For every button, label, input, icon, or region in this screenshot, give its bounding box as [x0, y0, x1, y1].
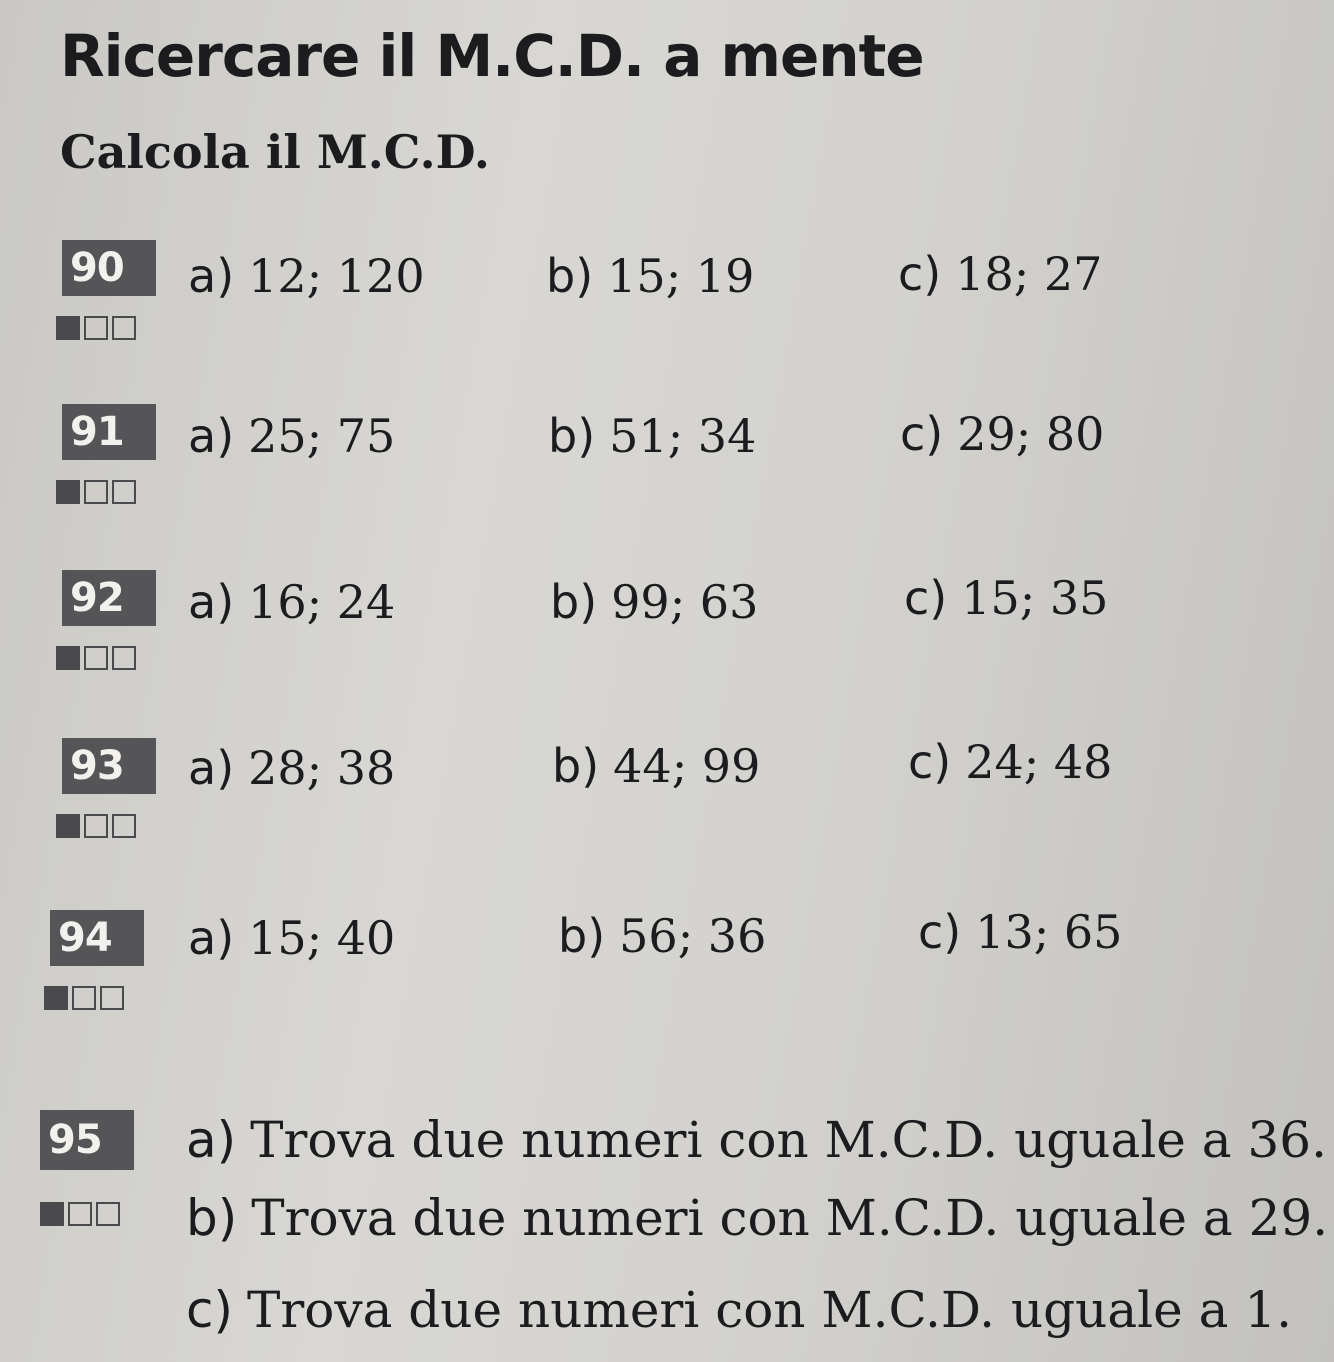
difficulty-square-filled [56, 646, 80, 670]
difficulty-square-empty [72, 986, 96, 1010]
item-a [186, 1110, 1327, 1170]
difficulty-square-empty [112, 480, 136, 504]
item-label: a) [188, 911, 235, 965]
item-label: b) [546, 249, 594, 303]
item-c [898, 246, 1102, 302]
difficulty-square-empty [84, 480, 108, 504]
item-label: c) [898, 247, 942, 301]
item-numbers: 12; 120 [248, 249, 425, 303]
item-label: a) [188, 249, 235, 303]
item-numbers: 13; 65 [975, 905, 1123, 959]
difficulty-square-empty [84, 814, 108, 838]
item-c [900, 406, 1104, 462]
item-numbers: 16; 24 [248, 575, 396, 629]
instruction: Calcola il M.C.D. [60, 125, 490, 179]
exercise-95 [0, 1110, 1334, 1360]
item-b [548, 408, 756, 464]
item-numbers: 15; 19 [607, 249, 755, 303]
difficulty-square-filled [40, 1202, 64, 1226]
item-b [558, 908, 766, 964]
item-numbers: 25; 75 [248, 409, 396, 463]
difficulty-indicator [56, 480, 136, 504]
item-label: a) [188, 409, 235, 463]
item-label: a) [186, 1111, 237, 1169]
difficulty-square-filled [56, 316, 80, 340]
item-text: Trova due numeri con M.C.D. uguale a 36. [250, 1111, 1328, 1169]
exercise-number-badge: 90 [62, 240, 156, 296]
item-numbers: 15; 35 [961, 571, 1109, 625]
difficulty-indicator [56, 814, 136, 838]
item-b [186, 1188, 1328, 1248]
item-label: c) [904, 571, 948, 625]
difficulty-square-filled [44, 986, 68, 1010]
item-label: c) [186, 1281, 233, 1339]
exercise-number-badge: 93 [62, 738, 156, 794]
item-numbers: 51; 34 [609, 409, 757, 463]
exercise-91 [0, 404, 1334, 514]
exercise-number-badge: 94 [50, 910, 144, 966]
difficulty-indicator [44, 986, 124, 1010]
item-label: b) [548, 409, 596, 463]
difficulty-square-empty [84, 646, 108, 670]
item-numbers: 18; 27 [955, 247, 1103, 301]
item-label: b) [186, 1189, 238, 1247]
difficulty-square-filled [56, 814, 80, 838]
item-label: b) [558, 909, 606, 963]
item-label: c) [918, 905, 962, 959]
difficulty-indicator [40, 1202, 120, 1226]
item-c [904, 570, 1108, 626]
item-a [188, 574, 395, 630]
item-label: b) [552, 739, 600, 793]
item-numbers: 99; 63 [611, 575, 759, 629]
exercise-92 [0, 570, 1334, 680]
difficulty-square-empty [112, 316, 136, 340]
item-a [188, 248, 425, 304]
item-numbers: 44; 99 [613, 739, 761, 793]
item-label: c) [900, 407, 944, 461]
item-c [918, 904, 1122, 960]
item-numbers: 29; 80 [957, 407, 1105, 461]
item-b [546, 248, 754, 304]
page-heading: Ricercare il M.C.D. a mente [60, 22, 924, 90]
item-label: b) [550, 575, 598, 629]
difficulty-indicator [56, 316, 136, 340]
item-b [552, 738, 760, 794]
difficulty-square-empty [112, 646, 136, 670]
difficulty-square-empty [68, 1202, 92, 1226]
exercise-number-badge: 92 [62, 570, 156, 626]
item-c [908, 734, 1112, 790]
difficulty-indicator [56, 646, 136, 670]
item-a [188, 740, 395, 796]
exercise-94 [0, 905, 1334, 1020]
exercise-90 [0, 240, 1334, 350]
difficulty-square-empty [96, 1202, 120, 1226]
item-numbers: 24; 48 [965, 735, 1113, 789]
difficulty-square-empty [84, 316, 108, 340]
difficulty-square-filled [56, 480, 80, 504]
exercise-number-badge: 95 [40, 1110, 134, 1170]
exercise-93 [0, 735, 1334, 848]
item-label: c) [908, 735, 952, 789]
item-label: a) [188, 575, 235, 629]
item-label: a) [188, 741, 235, 795]
difficulty-square-empty [100, 986, 124, 1010]
item-text: Trova due numeri con M.C.D. uguale a 1. [247, 1281, 1293, 1339]
difficulty-square-empty [112, 814, 136, 838]
item-text: Trova due numeri con M.C.D. uguale a 29. [251, 1189, 1329, 1247]
item-c [186, 1280, 1292, 1340]
item-numbers: 15; 40 [248, 911, 396, 965]
exercise-number-badge: 91 [62, 404, 156, 460]
item-a [188, 910, 395, 966]
item-b [550, 574, 758, 630]
item-numbers: 28; 38 [248, 741, 396, 795]
item-numbers: 56; 36 [619, 909, 767, 963]
item-a [188, 408, 395, 464]
